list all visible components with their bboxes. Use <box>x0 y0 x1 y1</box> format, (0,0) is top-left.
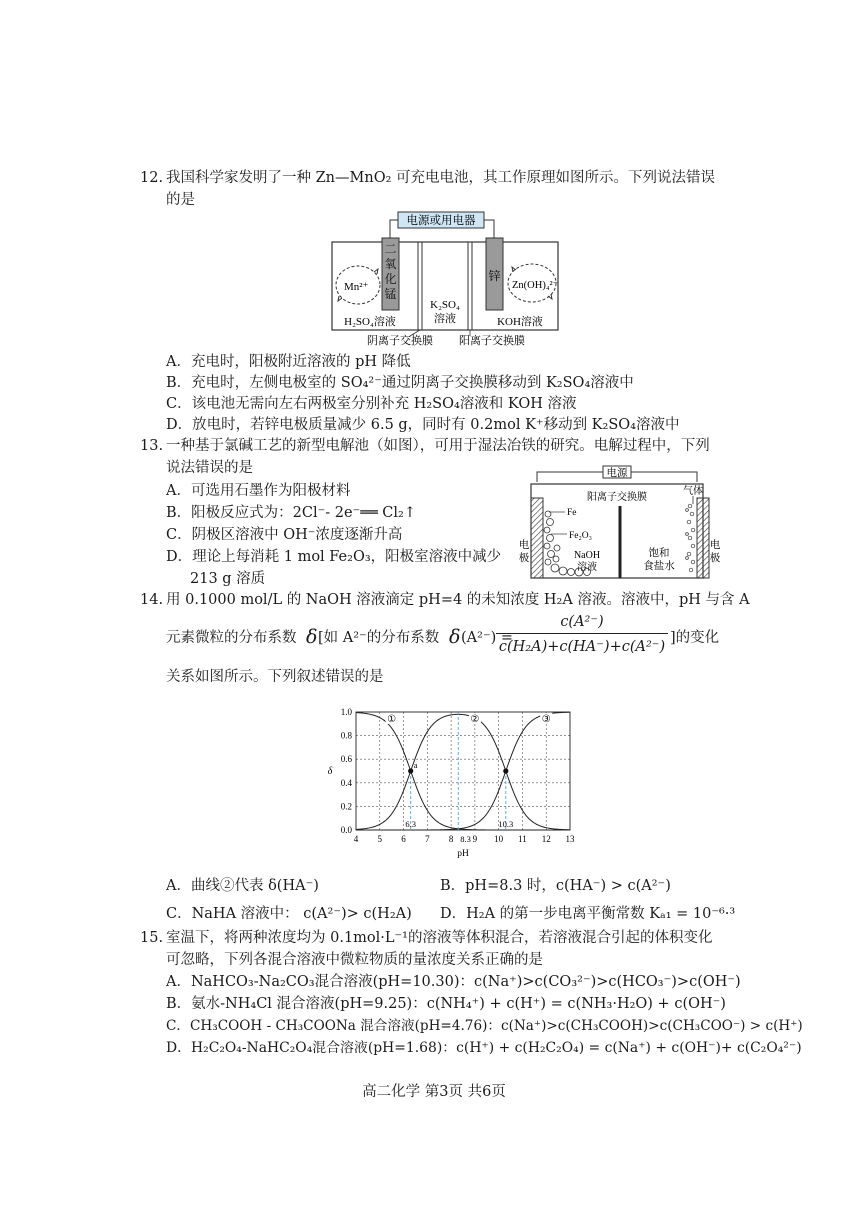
x-tick-label: 6 <box>401 834 406 844</box>
q12-option-c[interactable]: C．该电池无需向左右两极室分别补充 H₂SO₄溶液和 KOH 溶液 <box>166 396 577 412</box>
q14-delta-argument: (A²⁻) = <box>461 630 514 646</box>
q14-delta-symbol-2: δ <box>449 626 461 648</box>
series-line-2 <box>356 714 570 829</box>
q13-option-b[interactable]: B．阳极反应式为：2Cl⁻- 2e⁻══ Cl₂↑ <box>166 505 416 521</box>
q13-gas-label: 气体 <box>683 486 703 497</box>
q14-fraction-bar <box>496 633 668 634</box>
q15-number: 15. <box>140 930 164 946</box>
q14-fraction-numerator: c(A²⁻) <box>560 614 604 630</box>
q12-anion-membrane: 阴离子交换膜 <box>367 335 433 347</box>
y-tick-label: 0.6 <box>340 754 352 765</box>
q12-option-b[interactable]: B．充电时，左侧电极室的 SO₄²⁻通过阴离子交换膜移动到 K₂SO₄溶液中 <box>166 375 634 391</box>
q14-stem-line2a: 元素微粒的分布系数 <box>166 630 297 646</box>
q15-option-c[interactable]: C．CH₃COOH - CH₃COONa 混合溶液(pH=4.76)：c(Na⁺)>c(CH₃COOH)>c(CH₃COO⁻) > c(H⁺) <box>166 1018 803 1034</box>
q14-distribution-chart <box>320 700 582 862</box>
q13-left-electrode-char1: 电 <box>518 540 530 551</box>
q13-fe-label: Fe <box>567 508 577 518</box>
q12-zn-label: 锌 <box>488 269 501 283</box>
x-tick-label: 4 <box>353 834 359 844</box>
x-tick-label: 13 <box>565 834 575 844</box>
q13-right-electrode-char1: 电 <box>709 540 721 551</box>
q13-option-d[interactable]: D．理论上每消耗 1 mol Fe₂O₃，阳极室溶液中减少 <box>166 549 502 565</box>
q12-zn-ion: Zn(OH)₄²⁻ <box>512 280 559 291</box>
q12-mno2-char4: 锰 <box>384 287 397 301</box>
annotation-pka1: 6.3 <box>405 819 417 829</box>
q12-power-label: 电源或用电器 <box>406 215 476 227</box>
q13-membrane-label: 阳离子交换膜 <box>587 492 647 503</box>
series-line-3 <box>356 712 570 830</box>
q13-naoh-label1: NaOH <box>573 550 601 561</box>
q12-h2so4-label: H₂SO₄溶液 <box>344 316 396 328</box>
q15-option-a[interactable]: A．NaHCO₃-Na₂CO₃混合溶液(pH=10.30)：c(Na⁺)>c(CO₃²⁻)>c(HCO₃⁻)>c(OH⁻) <box>166 974 741 990</box>
q12-k2so4-label1: K₂SO₄ <box>430 299 460 311</box>
plot-frame <box>356 712 570 830</box>
x-tick-label: 5 <box>377 834 383 844</box>
intersection-point <box>408 768 413 773</box>
x-axis-label: pH <box>457 849 469 859</box>
q12-mn-ion: Mn²⁺ <box>344 281 369 293</box>
series-label: ② <box>470 714 480 725</box>
q12-koh-label: KOH溶液 <box>497 316 543 328</box>
x-tick-label: 8 <box>448 834 454 844</box>
series-label: ③ <box>541 714 551 725</box>
q14-option-c[interactable]: C．NaHA 溶液中： c(A²⁻)> c(H₂A) <box>166 906 412 922</box>
series-line-1 <box>356 713 570 830</box>
q13-brine-label2: 食盐水 <box>643 561 675 572</box>
q14-fraction-denominator: c(H₂A)+c(HA⁻)+c(A²⁻) <box>498 639 666 655</box>
q12-mno2-char2: 氧 <box>384 257 397 271</box>
series-label: ① <box>387 714 397 725</box>
page-footer: 高二化学 第3页 共6页 <box>362 1084 506 1100</box>
q13-power-label: 电源 <box>606 468 628 479</box>
q13-option-a[interactable]: A．可选用石墨作为阳极材料 <box>166 483 351 499</box>
q14-stem-line2c: ]的变化 <box>670 630 720 646</box>
q14-option-b[interactable]: B．pH=8.3 时，c(HA⁻) > c(A²⁻) <box>440 878 671 894</box>
q13-brine-label1: 饱和 <box>648 548 670 559</box>
q12-option-a[interactable]: A．充电时，阳极附近溶液的 pH 降低 <box>166 354 411 370</box>
q13-stem-line1: 一种基于氯碱工艺的新型电解池（如图），可用于湿法冶铁的研究。电解过程中，下列 <box>166 438 710 454</box>
y-tick-label: 0.0 <box>340 825 352 835</box>
q13-right-electrode-char2: 极 <box>709 553 721 564</box>
annotation-pka2: 10.3 <box>498 819 514 829</box>
annotation-8-3: 8.3 <box>460 834 471 844</box>
q14-option-d[interactable]: D．H₂A 的第一步电离平衡常数 Kₐ₁ = 10⁻⁶·³ <box>440 906 736 922</box>
q13-stem-line2: 说法错误的是 <box>166 460 253 476</box>
y-axis-label: δ <box>327 766 333 777</box>
q14-option-a[interactable]: A．曲线②代表 δ(HA⁻) <box>166 878 319 894</box>
q15-stem-line2: 可忽略，下列各混合溶液中微粒物质的量浓度关系正确的是 <box>166 952 543 968</box>
q12-option-d[interactable]: D．放电时，若锌电极质量减少 6.5 g，同时有 0.2mol K⁺移动到 K₂SO₄溶液中 <box>166 417 680 433</box>
q12-stem-line1: 我国科学家发明了一种 Zn—MnO₂ 可充电电池，其工作原理如图所示。下列说法错误 <box>166 170 716 186</box>
q14-stem-line3: 关系如图所示。下列叙述错误的是 <box>166 669 384 685</box>
q12-k2so4-label2: 溶液 <box>434 313 456 325</box>
q13-option-c[interactable]: C．阴极区溶液中 OH⁻浓度逐渐升高 <box>166 527 403 543</box>
q13-electrolysis-diagram <box>517 464 721 582</box>
q15-option-b[interactable]: B．氨水-NH₄Cl 混合溶液(pH=9.25)：c(NH₄⁺) + c(H⁺) = c(NH₃·H₂O) + c(OH⁻) <box>166 996 726 1012</box>
q13-fe2o3-label: Fe₂O₃ <box>569 531 592 541</box>
q15-option-d[interactable]: D．H₂C₂O₄-NaHC₂O₄混合溶液(pH=1.68)：c(H⁺) + c(H₂C₂O₄) = c(Na⁺) + c(OH⁻)+ c(C₂O₄²⁻) <box>166 1040 802 1056</box>
q14-stem-line2b: [如 A²⁻的分布系数 <box>318 630 440 646</box>
q13-left-electrode-char2: 极 <box>518 553 530 564</box>
q12-number: 12. <box>140 170 164 186</box>
q12-mno2-char3: 化 <box>384 272 397 286</box>
q12-mno2-char1: 二 <box>384 242 397 256</box>
y-tick-label: 0.2 <box>340 801 352 812</box>
x-tick-label: 9 <box>472 834 478 844</box>
intersection-point <box>503 768 508 773</box>
point-label-a: a <box>413 760 418 770</box>
q15-stem-line1: 室温下，将两种浓度均为 0.1mol·L⁻¹的溶液等体积混合，若溶液混合引起的体积变化 <box>166 930 713 946</box>
x-tick-label: 7 <box>425 834 430 844</box>
x-tick-label: 11 <box>518 834 527 844</box>
q12-cation-membrane: 阳离子交换膜 <box>459 335 525 347</box>
q14-stem-line1: 用 0.1000 mol/L 的 NaOH 溶液滴定 pH=4 的未知浓度 H₂A 溶液。溶液中，pH 与含 A <box>166 592 750 608</box>
q13-number: 13. <box>140 438 164 454</box>
q13-naoh-label2: 溶液 <box>577 562 597 573</box>
q12-stem-line2: 的是 <box>166 192 195 208</box>
x-tick-label: 10 <box>494 834 504 844</box>
y-tick-label: 1.0 <box>340 707 352 717</box>
y-tick-label: 0.8 <box>340 730 352 741</box>
y-tick-label: 0.4 <box>340 777 352 788</box>
q14-number: 14. <box>140 592 164 608</box>
q13-option-d-cont: 213 g 溶质 <box>190 571 266 587</box>
q14-delta-symbol: δ <box>306 626 318 648</box>
q12-battery-diagram <box>330 210 560 346</box>
x-tick-label: 12 <box>541 834 551 844</box>
